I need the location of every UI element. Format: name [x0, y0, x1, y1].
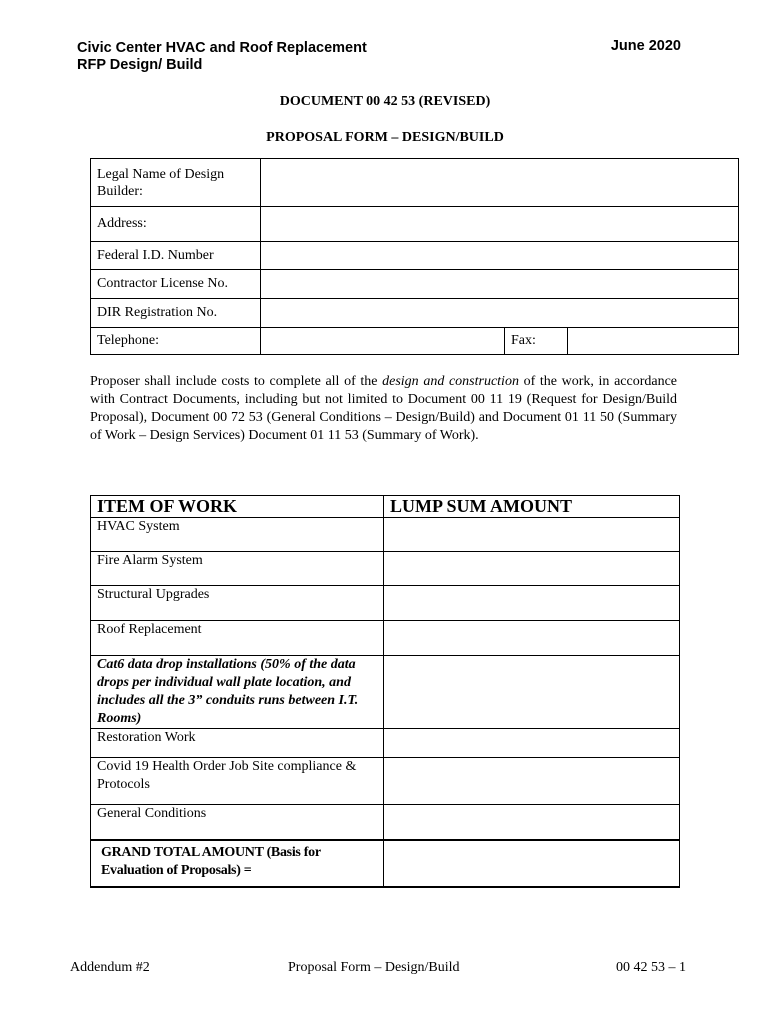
document-title: DOCUMENT 00 42 53 (REVISED): [279, 94, 491, 109]
legal-name-label-line2: Builder:: [97, 183, 143, 199]
work-item-fire-alarm: Fire Alarm System: [91, 552, 384, 586]
telephone-row: [91, 328, 739, 355]
legal-name-row: [91, 159, 739, 207]
table-row: [91, 621, 680, 656]
instructions-part2: of the work, in accordance with Contract Documents, including but not limited to Document 00 11 19 (Request for Design/Build Proposal), Document 00 72 53 (General Conditions – Design/Build) and Document 01 11 50 (Summary of Work – Design Services) Document 01 11 53 (Summary of Work).: [90, 374, 678, 443]
work-item-restoration: Restoration Work: [91, 729, 384, 758]
telephone-label: Telephone:: [91, 328, 261, 355]
telephone-field[interactable]: [261, 328, 505, 355]
table-row: [91, 518, 680, 552]
amount-field-general-conditions[interactable]: [384, 805, 680, 840]
federal-id-label: Federal I.D. Number: [91, 242, 261, 270]
legal-name-field[interactable]: [261, 159, 739, 207]
amount-field-cat6[interactable]: [384, 656, 680, 729]
project-title: [77, 40, 367, 74]
work-items-table: [90, 495, 680, 888]
instructions-paragraph: [90, 373, 677, 445]
work-item-general-conditions: General Conditions: [91, 805, 384, 840]
dir-registration-label: DIR Registration No.: [91, 299, 261, 328]
grand-total-field[interactable]: [384, 840, 680, 887]
grand-total-label: [91, 840, 384, 887]
amount-field-restoration[interactable]: [384, 729, 680, 758]
address-row: [91, 207, 739, 242]
table-row: [91, 656, 680, 729]
table-row: [91, 586, 680, 621]
item-of-work-header: ITEM OF WORK: [91, 496, 384, 518]
grand-total-label-line2: Evaluation of Proposals) =: [101, 862, 252, 878]
lump-sum-header: LUMP SUM AMOUNT: [384, 496, 680, 518]
table-row: [91, 729, 680, 758]
contractor-license-row: [91, 270, 739, 299]
legal-name-label: [91, 159, 261, 207]
grand-total-label-line1: GRAND TOTAL AMOUNT (Basis for: [101, 844, 321, 860]
work-table-header: [91, 496, 680, 518]
table-row: [91, 805, 680, 840]
federal-id-row: [91, 242, 739, 270]
header-date: June 2020: [610, 38, 681, 54]
dir-registration-field[interactable]: [261, 299, 739, 328]
amount-field-fire-alarm[interactable]: [384, 552, 680, 586]
project-title-line2: RFP Design/ Build: [77, 57, 203, 73]
footer-addendum: Addendum #2: [70, 960, 150, 975]
work-item-covid: Covid 19 Health Order Job Site compliance & Protocols: [91, 758, 384, 805]
project-title-line1: Civic Center HVAC and Roof Replacement: [77, 40, 367, 56]
work-item-hvac: HVAC System: [91, 518, 384, 552]
amount-field-structural[interactable]: [384, 586, 680, 621]
instructions-emphasis: design and construction: [382, 374, 519, 389]
amount-field-covid[interactable]: [384, 758, 680, 805]
legal-name-label-line1: Legal Name of Design: [97, 166, 225, 182]
table-row: [91, 758, 680, 805]
address-field[interactable]: [261, 207, 739, 242]
instructions-part1: Proposer shall include costs to complete all of the: [90, 374, 383, 389]
work-item-roof: Roof Replacement: [91, 621, 384, 656]
work-item-structural: Structural Upgrades: [91, 586, 384, 621]
fax-label: Fax:: [505, 328, 568, 355]
grand-total-row: [91, 840, 680, 887]
amount-field-hvac[interactable]: [384, 518, 680, 552]
dir-registration-row: [91, 299, 739, 328]
federal-id-field[interactable]: [261, 242, 739, 270]
work-item-cat6: Cat6 data drop installations (50% of the data drops per individual wall plate location, and includes all the 3” conduits runs between I.T. Rooms): [91, 656, 384, 729]
form-title: PROPOSAL FORM – DESIGN/BUILD: [266, 130, 504, 145]
amount-field-roof[interactable]: [384, 621, 680, 656]
address-label: Address:: [91, 207, 261, 242]
footer-form-name: Proposal Form – Design/Build: [288, 960, 460, 975]
table-row: [91, 552, 680, 586]
footer-page-number: 00 42 53 – 1: [616, 960, 686, 975]
fax-field[interactable]: [568, 328, 739, 355]
contractor-license-field[interactable]: [261, 270, 739, 299]
contractor-license-label: Contractor License No.: [91, 270, 261, 299]
contractor-info-table: [90, 158, 739, 355]
